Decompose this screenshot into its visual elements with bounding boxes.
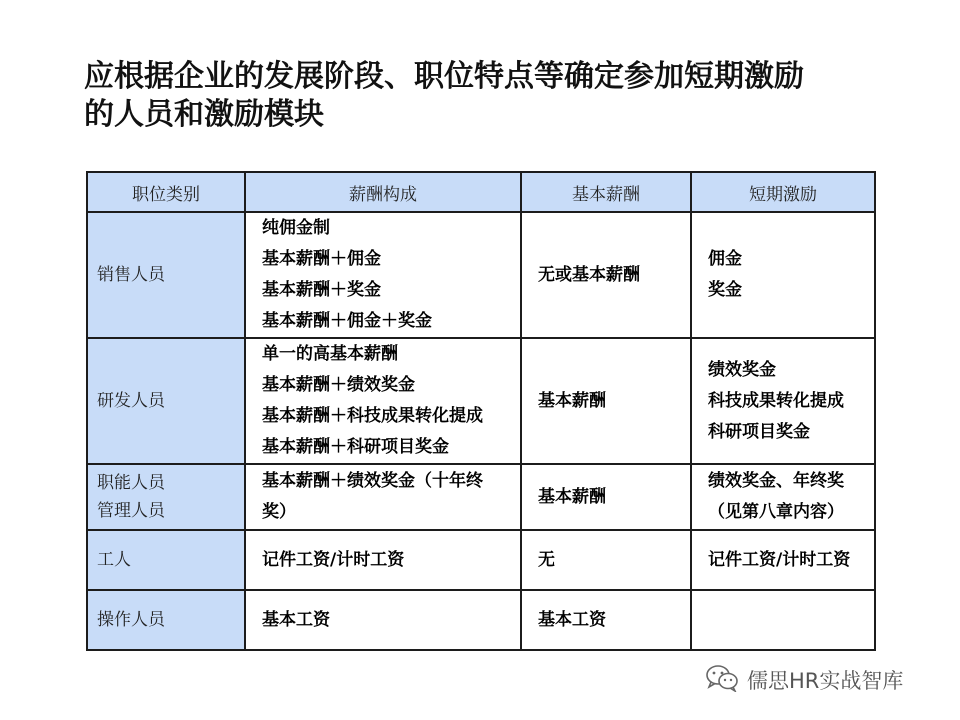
- composition-item: 单一的高基本薪酬: [262, 344, 398, 364]
- composition-cell: [245, 212, 521, 338]
- category-cell: [87, 212, 245, 338]
- composition-cell: [245, 464, 521, 530]
- incentive-item: 绩效奖金: [708, 359, 776, 380]
- category-text: 销售人员: [97, 265, 165, 285]
- page-title: [84, 58, 884, 134]
- category-text: 管理人员: [97, 501, 165, 521]
- base-pay-cell: [521, 530, 691, 590]
- table-row: [87, 530, 875, 590]
- category-cell: [87, 530, 245, 590]
- category-text: 职能人员: [97, 473, 165, 493]
- compensation-table: [86, 171, 876, 651]
- base-pay-cell: [521, 212, 691, 338]
- header-pay-composition: 薪酬构成: [245, 172, 521, 212]
- composition-item: 记件工资/计时工资: [262, 549, 405, 570]
- category-cell: [87, 338, 245, 464]
- title-line-2: 的人员和激励模块: [84, 97, 324, 132]
- base-pay-text: 无: [538, 549, 555, 570]
- table-row: [87, 212, 875, 338]
- base-pay-text: 基本薪酬: [538, 486, 606, 507]
- incentive-item: 科研项目奖金: [708, 421, 810, 442]
- composition-item: 基本薪酬＋佣金: [262, 249, 381, 269]
- watermark: [705, 660, 903, 700]
- incentive-cell: [691, 530, 875, 590]
- category-cell: [87, 590, 245, 650]
- incentive-cell: [691, 338, 875, 464]
- composition-item: 基本薪酬＋绩效奖金: [262, 375, 415, 395]
- composition-item: 基本薪酬＋科研项目奖金: [262, 437, 449, 457]
- incentive-item: （见第八章内容）: [708, 502, 844, 522]
- category-cell: [87, 464, 245, 530]
- incentive-item: 记件工资/计时工资: [708, 549, 851, 570]
- base-pay-cell: [521, 338, 691, 464]
- base-pay-text: 无或基本薪酬: [538, 264, 640, 285]
- watermark-text: 儒思HR实战智库: [747, 669, 904, 693]
- composition-cell: [245, 530, 521, 590]
- composition-item: 基本薪酬＋绩效奖金（十年终: [262, 471, 483, 491]
- composition-item: 奖）: [262, 502, 296, 522]
- incentive-cell: [691, 212, 875, 338]
- wechat-icon: [705, 664, 747, 697]
- category-text: 工人: [97, 550, 131, 570]
- base-pay-text: 基本工资: [538, 609, 606, 630]
- header-job-category: 职位类别: [87, 172, 245, 212]
- table-row: [87, 338, 875, 464]
- table-row: [87, 590, 875, 650]
- composition-item: 纯佣金制: [262, 218, 330, 238]
- table-row: [87, 464, 875, 530]
- composition-cell: [245, 338, 521, 464]
- title-line-1: 应根据企业的发展阶段、职位特点等确定参加短期激励: [84, 59, 804, 94]
- incentive-item: 奖金: [708, 280, 742, 300]
- base-pay-cell: [521, 590, 691, 650]
- table-header-row: [87, 172, 875, 212]
- category-text: 研发人员: [97, 391, 165, 411]
- header-base-pay: 基本薪酬: [521, 172, 691, 212]
- composition-item: 基本薪酬＋佣金＋奖金: [262, 311, 432, 331]
- incentive-cell: [691, 590, 875, 650]
- composition-item: 基本薪酬＋奖金: [262, 280, 381, 300]
- category-text: 操作人员: [97, 610, 165, 630]
- incentive-cell: [691, 464, 875, 530]
- base-pay-cell: [521, 464, 691, 530]
- composition-item: 基本工资: [262, 609, 330, 630]
- incentive-item: 绩效奖金、年终奖: [708, 471, 844, 491]
- composition-cell: [245, 590, 521, 650]
- base-pay-text: 基本薪酬: [538, 390, 606, 411]
- header-short-term-incentive: 短期激励: [691, 172, 875, 212]
- incentive-item: 科技成果转化提成: [708, 390, 844, 411]
- incentive-item: 佣金: [708, 249, 742, 269]
- composition-item: 基本薪酬＋科技成果转化提成: [262, 406, 483, 426]
